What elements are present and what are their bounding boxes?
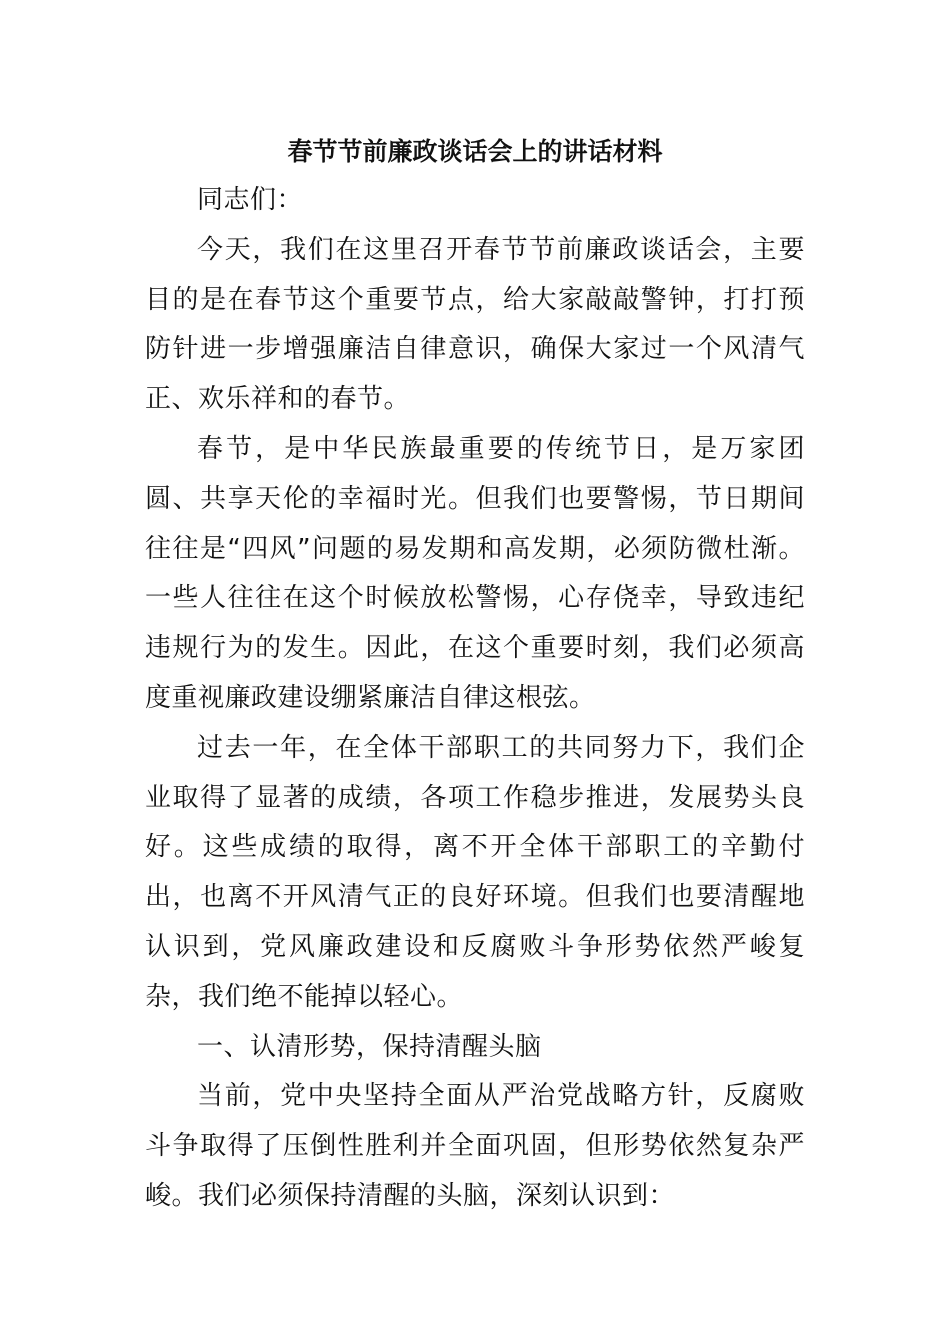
salutation: 同志们： [197, 185, 304, 215]
paragraph-intro: 今天，我们在这里召开春节节前廉政谈话会，主要目的是在春节这个重要节点，给大家敲敲警钟，打打预防针进一步增强廉洁自律意识，确保大家过一个风清气正、欢乐祥和的春节。 [145, 234, 805, 415]
document-title: 春节节前廉政谈话会上的讲话材料 [287, 137, 663, 166]
paragraph-spring-festival: 春节，是中华民族最重要的传统节日，是万家团圆、共享天伦的幸福时光。但我们也要警惕，节日期间往往是“四风”问题的易发期和高发期，必须防微杜渐。一些人往往在这个时候放松警惕，心存侥幸，导致违纪违规行为的发生。因此，在这个重要时刻，我们必须高度重视廉政建设绷紧廉洁自律这根弦。 [145, 433, 805, 713]
document-body [145, 176, 805, 1222]
paragraph-past-year: 过去一年，在全体干部职工的共同努力下，我们企业取得了显著的成绩，各项工作稳步推进，发展势头良好。这些成绩的取得，离不开全体干部职工的辛勤付出，也离不开风清气正的良好环境。但我们也要清醒地认识到，党风廉政建设和反腐败斗争形势依然严峻复杂，我们绝不能掉以轻心。 [145, 732, 805, 1012]
paragraph-current-situation: 当前，党中央坚持全面从严治党战略方针，反腐败斗争取得了压倒性胜利并全面巩固，但形势依然复杂严峻。我们必须保持清醒的头脑，深刻认识到： [145, 1081, 805, 1211]
section-heading-1: 一、认清形势，保持清醒头脑 [197, 1031, 542, 1062]
